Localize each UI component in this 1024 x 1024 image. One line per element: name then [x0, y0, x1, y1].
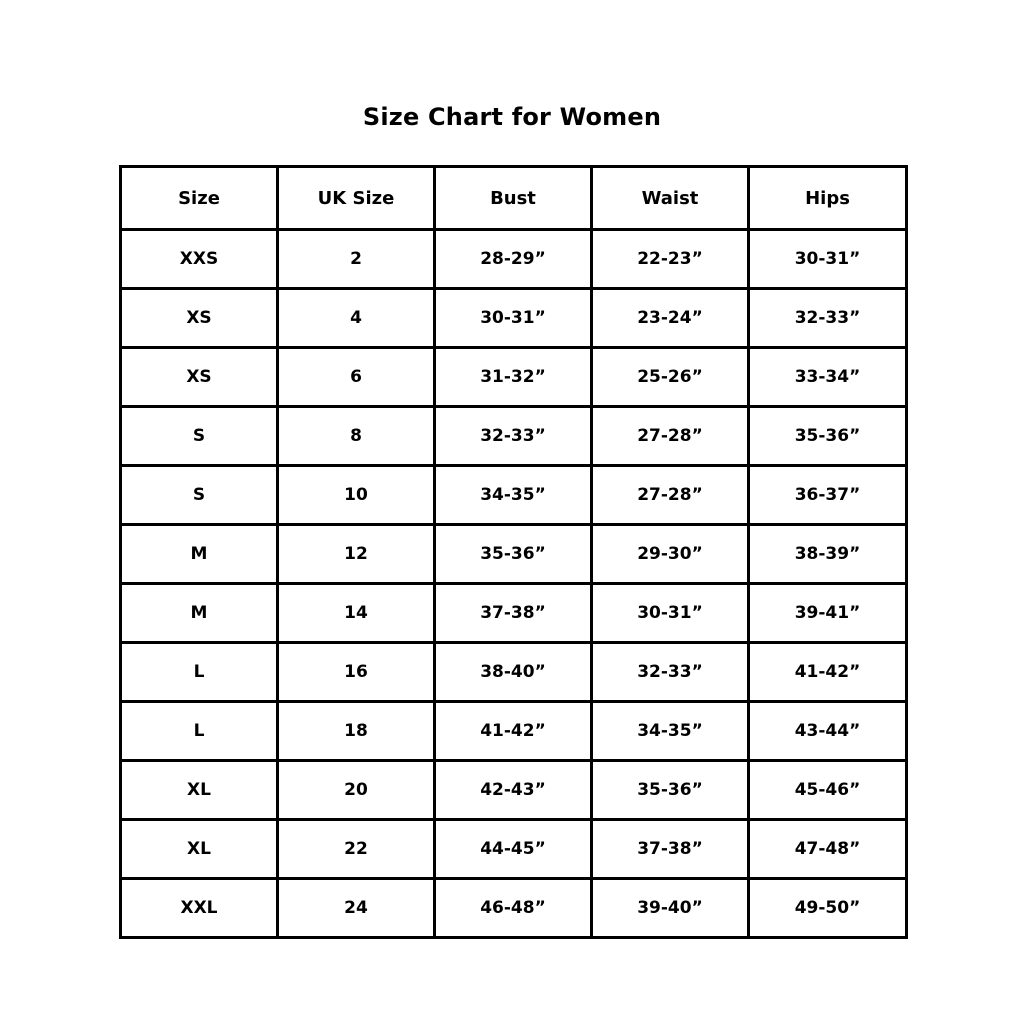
cell-waist: 30-31” — [592, 584, 749, 643]
cell-size: XL — [121, 820, 278, 879]
cell-uk-size: 8 — [278, 407, 435, 466]
table-row — [121, 525, 907, 584]
cell-uk-size: 22 — [278, 820, 435, 879]
table-row — [121, 702, 907, 761]
cell-bust: 38-40” — [435, 643, 592, 702]
cell-hips: 32-33” — [749, 289, 907, 348]
cell-hips: 41-42” — [749, 643, 907, 702]
cell-bust: 31-32” — [435, 348, 592, 407]
table-row — [121, 407, 907, 466]
table-row — [121, 584, 907, 643]
cell-size: L — [121, 702, 278, 761]
cell-uk-size: 4 — [278, 289, 435, 348]
cell-waist: 34-35” — [592, 702, 749, 761]
cell-waist: 25-26” — [592, 348, 749, 407]
cell-uk-size: 10 — [278, 466, 435, 525]
cell-uk-size: 2 — [278, 230, 435, 289]
cell-size: L — [121, 643, 278, 702]
cell-bust: 42-43” — [435, 761, 592, 820]
table-row — [121, 879, 907, 938]
table-row — [121, 466, 907, 525]
table-row — [121, 348, 907, 407]
cell-bust: 34-35” — [435, 466, 592, 525]
cell-size: M — [121, 525, 278, 584]
cell-waist: 32-33” — [592, 643, 749, 702]
cell-size: XS — [121, 348, 278, 407]
cell-size: XL — [121, 761, 278, 820]
size-table — [119, 165, 908, 939]
cell-hips: 38-39” — [749, 525, 907, 584]
cell-bust: 46-48” — [435, 879, 592, 938]
cell-hips: 45-46” — [749, 761, 907, 820]
cell-size: S — [121, 466, 278, 525]
cell-uk-size: 20 — [278, 761, 435, 820]
cell-bust: 28-29” — [435, 230, 592, 289]
column-header-waist: Waist — [592, 167, 749, 230]
cell-hips: 39-41” — [749, 584, 907, 643]
cell-waist: 22-23” — [592, 230, 749, 289]
cell-uk-size: 14 — [278, 584, 435, 643]
cell-bust: 41-42” — [435, 702, 592, 761]
cell-bust: 35-36” — [435, 525, 592, 584]
cell-uk-size: 18 — [278, 702, 435, 761]
cell-size: XS — [121, 289, 278, 348]
cell-hips: 43-44” — [749, 702, 907, 761]
cell-uk-size: 12 — [278, 525, 435, 584]
cell-hips: 33-34” — [749, 348, 907, 407]
table-row — [121, 820, 907, 879]
size-table-container — [119, 165, 905, 939]
cell-hips: 36-37” — [749, 466, 907, 525]
table-row — [121, 643, 907, 702]
cell-bust: 44-45” — [435, 820, 592, 879]
cell-waist: 37-38” — [592, 820, 749, 879]
cell-size: XXS — [121, 230, 278, 289]
table-row — [121, 230, 907, 289]
table-header-row — [121, 167, 907, 230]
page-title: Size Chart for Women — [362, 103, 662, 131]
cell-bust: 30-31” — [435, 289, 592, 348]
cell-uk-size: 16 — [278, 643, 435, 702]
cell-waist: 27-28” — [592, 466, 749, 525]
cell-hips: 30-31” — [749, 230, 907, 289]
column-header-uk-size: UK Size — [278, 167, 435, 230]
column-header-hips: Hips — [749, 167, 907, 230]
cell-waist: 29-30” — [592, 525, 749, 584]
column-header-bust: Bust — [435, 167, 592, 230]
column-header-size: Size — [121, 167, 278, 230]
cell-waist: 35-36” — [592, 761, 749, 820]
cell-waist: 27-28” — [592, 407, 749, 466]
cell-uk-size: 24 — [278, 879, 435, 938]
cell-bust: 32-33” — [435, 407, 592, 466]
table-row — [121, 761, 907, 820]
cell-size: M — [121, 584, 278, 643]
cell-hips: 49-50” — [749, 879, 907, 938]
cell-hips: 35-36” — [749, 407, 907, 466]
cell-uk-size: 6 — [278, 348, 435, 407]
table-row — [121, 289, 907, 348]
cell-waist: 23-24” — [592, 289, 749, 348]
cell-size: XXL — [121, 879, 278, 938]
cell-waist: 39-40” — [592, 879, 749, 938]
cell-hips: 47-48” — [749, 820, 907, 879]
cell-size: S — [121, 407, 278, 466]
cell-bust: 37-38” — [435, 584, 592, 643]
